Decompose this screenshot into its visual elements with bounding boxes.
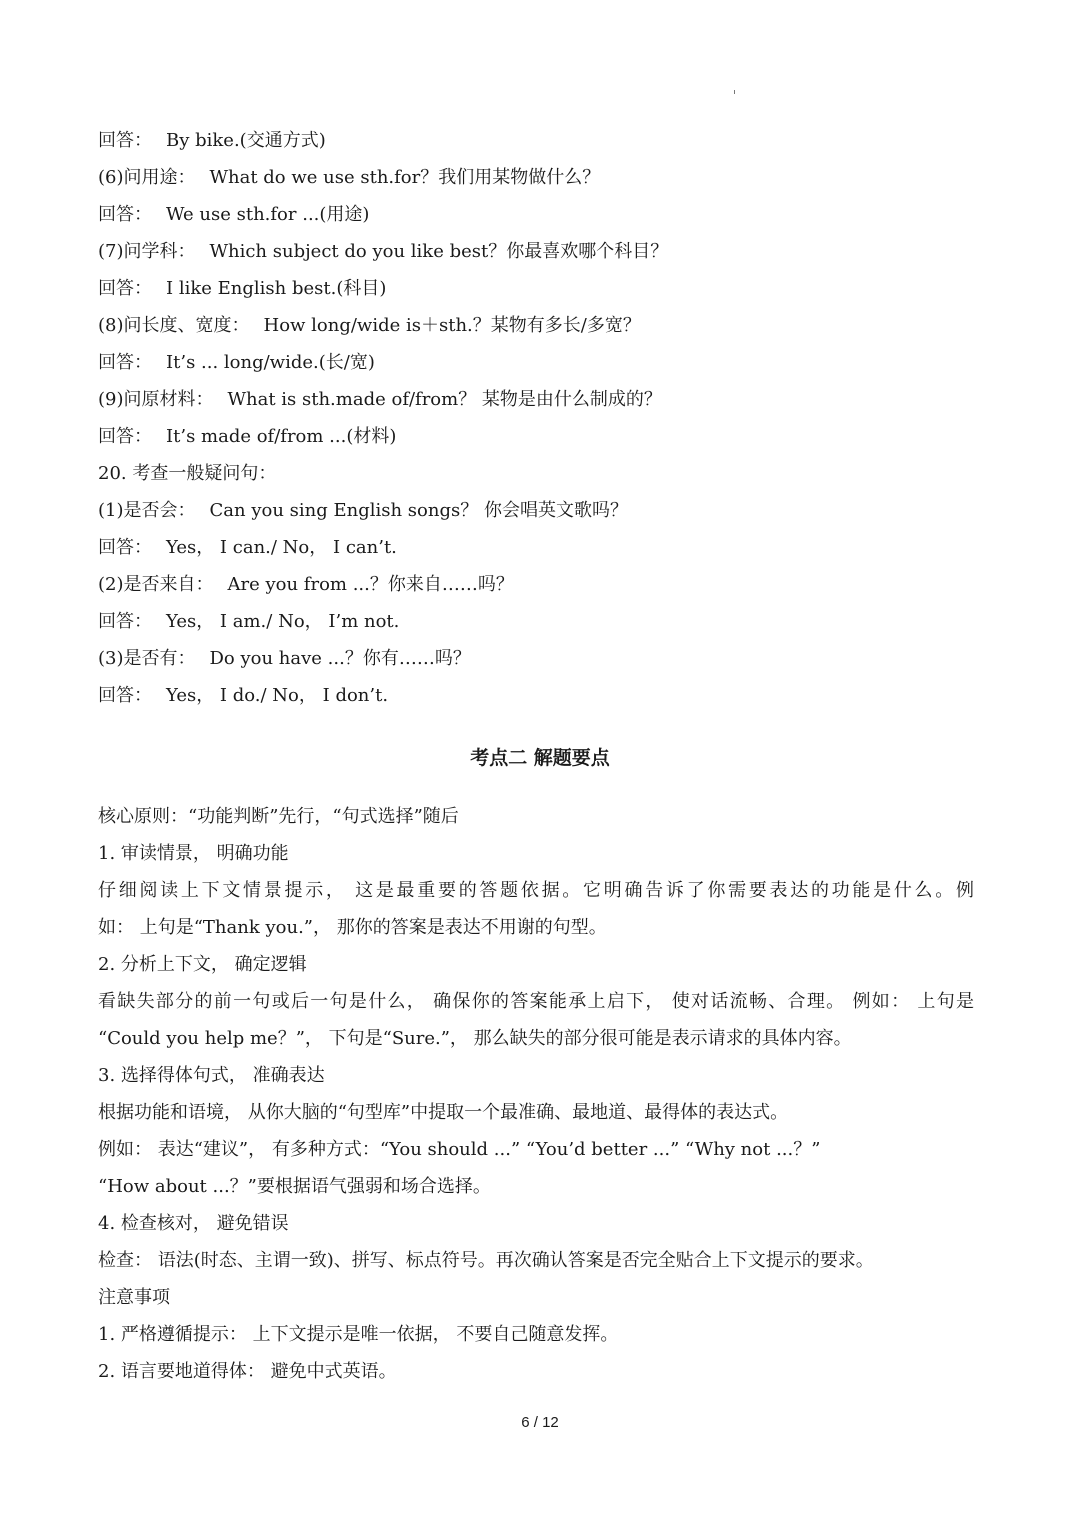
qa-line xyxy=(98,203,369,227)
paragraph-line: 仔细阅读上下文情景提示， 这是最重要的答题依据。它明确告诉了你需要表达的功能是什么。例 xyxy=(98,880,974,901)
paragraph-line: 根据功能和语境， 从你大脑的“句型库”中提取一个最准确、最地道、最得体的表达式。 xyxy=(98,1102,789,1123)
paragraph-line: 检查： 语法(时态、主谓一致)、拼写、标点符号。再次确认答案是否完全贴合上下文提示的要求。 xyxy=(98,1250,874,1271)
qa-text: Can you sing English songs？ 你会唱英文歌吗？ xyxy=(209,500,628,521)
subheading: 2. 分析上下文， 确定逻辑 xyxy=(98,954,307,975)
qa-label: 回答： xyxy=(98,278,152,299)
subheading: 注意事项 xyxy=(98,1287,170,1308)
qa-line xyxy=(98,499,628,523)
qa-label: 回答： xyxy=(98,537,152,558)
paragraph-line: “Could you help me？”， 下句是“Sure.”， 那么缺失的部分很可能是表示请求的具体内容。 xyxy=(98,1028,852,1049)
qa-line xyxy=(98,277,386,301)
qa-label: (7)问学科： xyxy=(98,241,196,262)
qa-label: 回答： xyxy=(98,611,152,632)
qa-label: 回答： xyxy=(98,130,152,151)
paragraph-line: 如： 上句是“Thank you.”， 那你的答案是表达不用谢的句型。 xyxy=(98,917,607,938)
qa-text: What do we use sth.for？我们用某物做什么？ xyxy=(209,167,601,188)
paragraph-line: 例如： 表达“建议”， 有多种方式：“You should ...” “You’d better ...” “Why not ...？” xyxy=(98,1139,821,1160)
qa-label: 回答： xyxy=(98,426,152,447)
qa-label: (8)问长度、宽度： xyxy=(98,315,250,336)
qa-label: (6)问用途： xyxy=(98,167,196,188)
subheading: 3. 选择得体句式， 准确表达 xyxy=(98,1065,325,1086)
qa-line xyxy=(98,610,399,634)
qa-line xyxy=(98,129,326,153)
subheading: 1. 审读情景， 明确功能 xyxy=(98,843,289,864)
qa-line xyxy=(98,314,641,338)
qa-text: Yes， I do./ No， I don’t. xyxy=(166,685,389,706)
qa-label: (2)是否来自： xyxy=(98,574,214,595)
qa-line xyxy=(98,536,397,560)
paragraph-line: 1. 严格遵循提示： 上下文提示是唯一依据， 不要自己随意发挥。 xyxy=(98,1324,619,1345)
qa-text: It’s ... long/wide.(长/宽) xyxy=(166,352,375,373)
section-heading: 考点二 解题要点 xyxy=(470,747,610,769)
qa-text: Yes， I can./ No， I can’t. xyxy=(166,537,397,558)
qa-text: Are you from ...？你来自……吗？ xyxy=(227,574,514,595)
qa-label: 20. 考查一般疑问句： xyxy=(98,463,277,484)
paragraph-line: 核心原则：“功能判断”先行，“句式选择”随后 xyxy=(98,806,459,827)
paragraph-line: 2. 语言要地道得体： 避免中式英语。 xyxy=(98,1361,397,1382)
qa-text: It’s made of/from ...(材料) xyxy=(166,426,397,447)
qa-line xyxy=(98,388,662,412)
qa-line xyxy=(98,573,514,597)
qa-label: (1)是否会： xyxy=(98,500,196,521)
page-number: 6 / 12 xyxy=(521,1414,559,1431)
qa-line xyxy=(98,684,388,708)
qa-text: How long/wide is＋sth.？某物有多长/多宽？ xyxy=(263,315,641,336)
paragraph-line: 看缺失部分的前一句或后一句是什么， 确保你的答案能承上启下， 使对话流畅、合理。 例如： 上句是 xyxy=(98,991,974,1012)
qa-text: Yes， I am./ No， I’m not. xyxy=(166,611,400,632)
qa-text: By bike.(交通方式) xyxy=(166,130,326,151)
qa-line xyxy=(98,647,471,671)
qa-label: 回答： xyxy=(98,685,152,706)
qa-label: 回答： xyxy=(98,204,152,225)
qa-line xyxy=(98,351,375,375)
qa-line xyxy=(98,240,668,264)
qa-text: What is sth.made of/from？ 某物是由什么制成的？ xyxy=(227,389,662,410)
qa-text: We use sth.for ...(用途) xyxy=(166,204,370,225)
qa-label: (9)问原材料： xyxy=(98,389,214,410)
scan-mark xyxy=(734,90,735,94)
qa-label: (3)是否有： xyxy=(98,648,196,669)
paragraph-line: “How about ...？”要根据语气强弱和场合选择。 xyxy=(98,1176,491,1197)
qa-line xyxy=(98,425,396,449)
qa-line xyxy=(98,166,600,190)
qa-text: Do you have ...？你有……吗？ xyxy=(209,648,471,669)
qa-text: I like English best.(科目) xyxy=(166,278,387,299)
qa-label: 回答： xyxy=(98,352,152,373)
section-item-heading xyxy=(98,462,276,486)
subheading: 4. 检查核对， 避免错误 xyxy=(98,1213,289,1234)
qa-text: Which subject do you like best？你最喜欢哪个科目？ xyxy=(209,241,669,262)
